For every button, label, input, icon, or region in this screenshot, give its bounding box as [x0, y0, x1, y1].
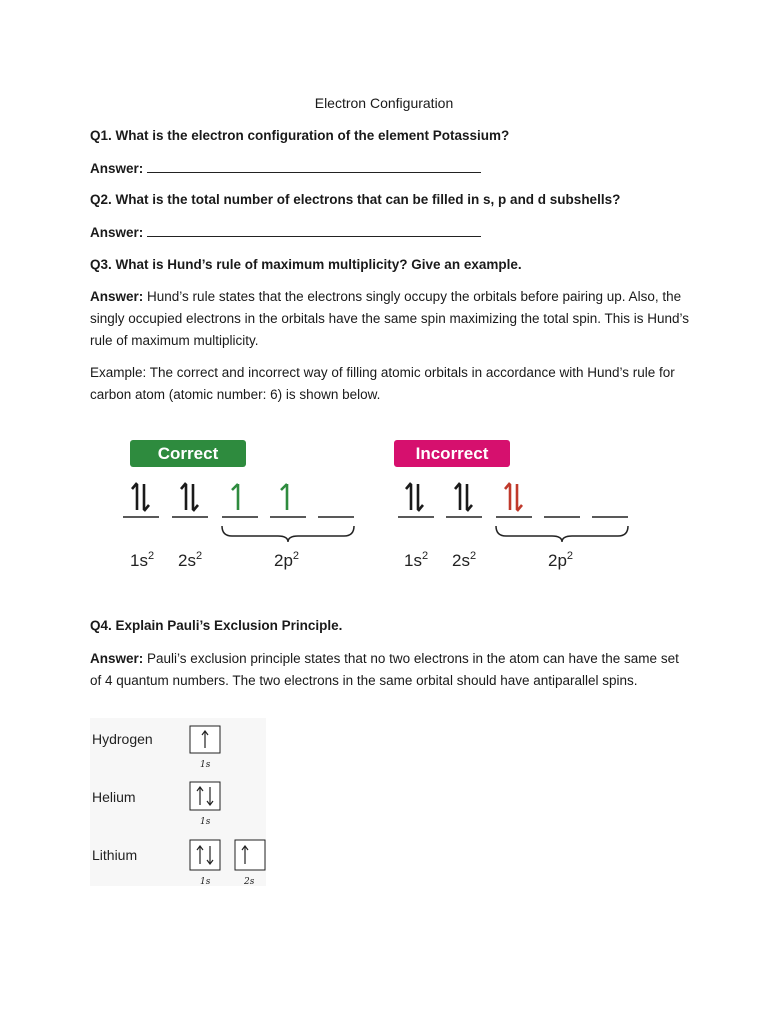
lithium-2s-box	[235, 840, 265, 870]
incorrect-label-2s: $2s^2$	[452, 550, 477, 570]
answer-2-blank[interactable]	[147, 224, 481, 237]
question-4: Q4. Explain Pauli’s Exclusion Principle.	[90, 618, 343, 633]
answer-1-blank[interactable]	[147, 160, 481, 173]
example-3: Example: The correct and incorrect way of filling atomic orbitals in accordance with Hund’s rule for carbon atom (atomic number: 6) is shown below.	[90, 365, 675, 402]
answer-1-label: Answer:	[90, 161, 144, 176]
answer-3-label: Answer:	[90, 289, 144, 304]
paired-arrows-1s	[132, 483, 149, 511]
helium-1s-label: 1s	[200, 817, 211, 827]
paired-arrows-1s-incorrect	[406, 483, 423, 511]
single-arrow-2p-1	[232, 484, 238, 510]
correct-label-2p: $2p^2$	[274, 550, 300, 570]
helium-1s-box	[190, 782, 220, 810]
single-arrow-2p-2	[281, 484, 287, 510]
incorrect-label-2p: $2p^2$	[548, 550, 574, 570]
paired-arrows-2s	[181, 483, 198, 511]
incorrect-badge-label: Incorrect	[415, 444, 489, 463]
correct-2p-brace	[222, 526, 354, 542]
element-hydrogen-label: Hydrogen	[92, 731, 153, 747]
incorrect-2p-brace	[496, 526, 628, 542]
element-lithium-label: Lithium	[92, 847, 138, 863]
answer-4-label: Answer:	[90, 651, 144, 666]
correct-badge-label: Correct	[157, 444, 219, 463]
answer-2-label: Answer:	[90, 225, 144, 240]
wrong-paired-arrows-2p	[505, 483, 522, 511]
lithium-2s-label: 2s	[244, 877, 255, 887]
paired-arrows-2s-incorrect	[455, 483, 472, 511]
hund-rule-diagram	[110, 440, 650, 590]
question-2: Q2. What is the total number of electrons that can be filled in s, p and d subshells?	[90, 192, 621, 207]
answer-2-line	[90, 224, 481, 240]
correct-label-2s: $2s^2$	[178, 550, 203, 570]
lithium-1s-box	[190, 840, 220, 870]
element-helium-label: Helium	[92, 789, 136, 805]
answer-3-text: Hund’s rule states that the electrons singly occupy the orbitals before pairing up. Also, the singly occupied electrons in the orbitals have the same spin maximizing the total spin. This is Hund’s rule of maximum multiplicity.	[90, 289, 690, 348]
correct-orbitals	[132, 483, 287, 511]
incorrect-label-1s: $1s^2$	[404, 550, 429, 570]
answer-3	[90, 286, 690, 352]
incorrect-orbitals	[406, 483, 522, 511]
answer-4	[90, 648, 690, 692]
pauli-diagram	[90, 718, 290, 894]
answer-1-line	[90, 160, 481, 176]
answer-4-text: Pauli’s exclusion principle states that no two electrons in the atom can have the same set of 4 quantum numbers. The two electrons in the same orbital should have antiparallel spins.	[90, 651, 679, 688]
lithium-1s-label: 1s	[200, 877, 211, 887]
page-title: Electron Configuration	[314, 95, 454, 111]
correct-label-1s: $1s^2$	[130, 550, 155, 570]
question-1: Q1. What is the electron configuration of the element Potassium?	[90, 128, 510, 143]
question-3: Q3. What is Hund’s rule of maximum multiplicity? Give an example.	[90, 257, 522, 272]
hydrogen-1s-label: 1s	[200, 760, 211, 770]
